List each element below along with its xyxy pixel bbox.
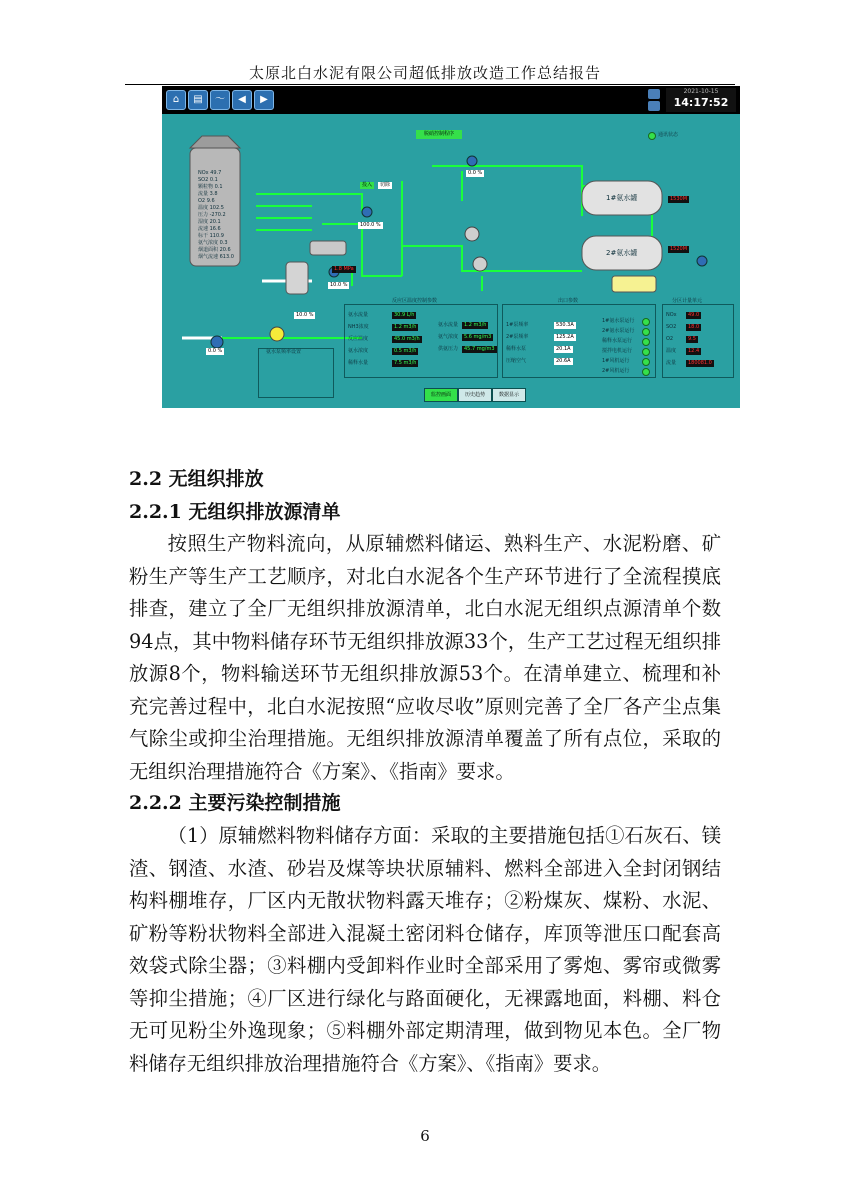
comm-status-led <box>648 132 656 140</box>
outlet-value: 18.0 <box>688 324 700 330</box>
param-value: 1.2 m3/h <box>394 324 417 330</box>
reading-row: NOx 49.7 <box>198 170 222 176</box>
panel-right-title: 出口参数 <box>558 298 579 304</box>
run-led <box>642 358 650 366</box>
outlet-label: NOx <box>666 312 677 318</box>
run-label: 稀释水泵运行 <box>602 338 633 344</box>
tank-2-level: 1520M <box>670 246 688 252</box>
param-label: 1#泵频率 <box>506 322 529 328</box>
param-label: 氨水流量 <box>438 322 459 328</box>
param-label: 稀释水量 <box>348 360 369 366</box>
outlet-label: SO2 <box>666 324 677 330</box>
panel-outlet-title: 分区计量单元 <box>672 298 703 304</box>
mode-button[interactable]: 脱硝控制程序 <box>416 130 462 139</box>
param-value: 7.5 m3/h <box>394 360 417 366</box>
flow-value: 10.0 % <box>330 282 348 288</box>
run-led <box>642 368 650 376</box>
run-led <box>642 328 650 336</box>
param-value: 30.9 L/h <box>394 312 415 318</box>
param-label: 供氨压力 <box>438 346 459 352</box>
header-rule <box>125 84 735 85</box>
reading-row: 烟气流速 613.0 <box>198 254 234 260</box>
comm-status-label: 通讯状态 <box>658 132 679 138</box>
param-label: 压缩空气 <box>506 358 527 364</box>
run-label: 2#风机运行 <box>602 368 630 374</box>
reading-row: O2 9.6 <box>198 198 215 204</box>
param-value: 45.0 m3/h <box>394 336 420 342</box>
outlet-value: 49.0 <box>688 312 700 318</box>
heading-2-2-1: 2.2.1 无组织排放源清单 <box>129 501 341 523</box>
back-icon[interactable]: ◀ <box>232 90 252 110</box>
heading-2-2: 2.2 无组织排放 <box>129 468 264 490</box>
panel-left-title: 反应区温度控制参数 <box>392 298 438 304</box>
tank-2-label: 2#氨水罐 <box>606 249 638 257</box>
reading-row: 湿度 20.1 <box>198 219 221 225</box>
outlet-value: 9.5 <box>688 336 696 342</box>
outlet-value: 180081.0 <box>688 360 712 366</box>
tab-data[interactable]: 数据显示 <box>492 388 526 402</box>
page-number: 6 <box>420 1127 430 1145</box>
tank-readings <box>198 170 240 261</box>
param-value: 5.6 mg/m3 <box>464 334 492 340</box>
flow-value: 100.0 % <box>360 222 381 228</box>
clock-time: 14:17:52 <box>673 96 729 109</box>
home-icon[interactable]: ⌂ <box>166 90 186 110</box>
run-led <box>642 318 650 326</box>
trend-icon[interactable]: 〜 <box>210 90 230 110</box>
forward-icon[interactable]: ▶ <box>254 90 274 110</box>
tab-history[interactable]: 历史趋势 <box>458 388 492 402</box>
param-value: 20.6A <box>556 358 571 364</box>
flow-value: 0.0 % <box>208 348 223 354</box>
param-label: NH3浓度 <box>348 324 369 330</box>
param-value: 20.1A <box>556 346 571 352</box>
outlet-label: O2 <box>666 336 674 342</box>
param-label: 稀释水泵 <box>506 346 527 352</box>
run-label: 搅拌电机运行 <box>602 348 633 354</box>
reading-row: 颗粒物 0.1 <box>198 184 223 190</box>
reading-row: 标干 110.9 <box>198 233 224 239</box>
pipe-mixer <box>310 241 346 255</box>
paragraph-2: （1）原辅燃料物料储存方面：采取的主要措施包括①石灰石、镁渣、钢渣、水渣、砂岩及煤等块状原辅料、燃料全部进入全封闭钢结构料棚堆存，厂区内无散状物料露天堆存；②粉煤灰、煤粉、水泥、矿粉等粉状物料全部进入混凝土密闭料仓储存，库顶等泄压口配套高效袋式除尘器；③料棚内受卸料作业时全部采用了雾炮、雾帘或微雾等抑尘措施；④厂区进行绿化与路面硬化，无裸露地面，料棚、料仓无可见粉尘外逸现象；⑤料棚外部定期清理，做到物见本色。全厂物料储存无组织排放治理措施符合《方案》、《指南》要求。 <box>129 824 721 1075</box>
tank-1-level: 1530M <box>670 196 688 202</box>
outlet-label: 流量 <box>666 360 677 366</box>
air-tank <box>286 262 308 294</box>
start-button[interactable]: 投入 <box>362 182 373 188</box>
tank-1-label: 1#氨水罐 <box>606 194 638 202</box>
reading-row: SO2 0.1 <box>198 177 218 183</box>
chart-icon[interactable]: ▤ <box>188 90 208 110</box>
run-label: 1#风机运行 <box>602 358 630 364</box>
run-led <box>642 348 650 356</box>
reading-row: 压力 -270.2 <box>198 212 226 218</box>
scada-screenshot <box>162 86 740 408</box>
panel-right <box>502 304 656 378</box>
param-label: 氨气浓度 <box>438 334 459 340</box>
tab-monitor[interactable]: 监控画面 <box>424 388 458 402</box>
param-value: 530.3A <box>556 322 574 328</box>
run-label: 1#氨水泵运行 <box>602 318 635 324</box>
outlet-value: 12.4 <box>688 348 700 354</box>
reading-row: 氨气浓度 0.3 <box>198 240 228 246</box>
param-label: 氨水浓度 <box>348 348 369 354</box>
reading-row: 流量 3.8 <box>198 191 218 197</box>
heading-2-2-2: 2.2.2 主要污染控制措施 <box>129 792 341 814</box>
param-value: 1.2 m3/h <box>464 322 487 328</box>
run-led <box>642 338 650 346</box>
flow-value: 0.0 % <box>468 170 483 176</box>
param-label: 2#泵频率 <box>506 334 529 340</box>
param-value: 45.7 mg/m3 <box>464 346 495 352</box>
reading-row: 流速 16.6 <box>198 226 221 232</box>
param-label: 氨水流量 <box>348 312 369 318</box>
reading-row: 温度 102.5 <box>198 205 224 211</box>
clock-date: 2021-10-15 <box>683 88 719 95</box>
param-label: 反应温度 <box>348 336 369 342</box>
run-label: 2#氨水泵运行 <box>602 328 635 334</box>
panel-pump-title: 氨水泵频率设置 <box>266 349 302 355</box>
reading-row: 烟道面积 20.6 <box>198 247 231 253</box>
document-header-title: 太原北白水泥有限公司超低排放改造工作总结报告 <box>248 64 601 82</box>
param-value: 0.5 m3/h <box>394 348 417 354</box>
pressure-value: 1.8 MPa <box>334 266 354 272</box>
paragraph-1: 按照生产物料流向，从原辅燃料储运、熟料生产、水泥粉磨、矿粉生产等生产工艺顺序，对北白水泥各个生产环节进行了全流程摸底排查，建立了全厂无组织排放源清单，北白水泥无组织点源清单个数94点，其中物料储存环节无组织排放源33个，生产工艺过程无组织排放源8个，物料输送环节无组织排放源53个。在清单建立、梳理和补充完善过程中，北白水泥按照“应收尽收”原则完善了全厂各产尘点集气除尘或抑尘治理措施。无组织排放源清单覆盖了所有点位，采取的无组织治理措施符合《方案》、《指南》要求。 <box>129 532 721 783</box>
panel-pump <box>258 348 334 398</box>
flow-value: 10.0 % <box>296 312 314 318</box>
param-value: 125.2A <box>556 334 574 340</box>
unloading-truck <box>612 276 656 292</box>
outlet-label: 温度 <box>666 348 677 354</box>
stop-button[interactable]: 切除 <box>380 182 391 188</box>
